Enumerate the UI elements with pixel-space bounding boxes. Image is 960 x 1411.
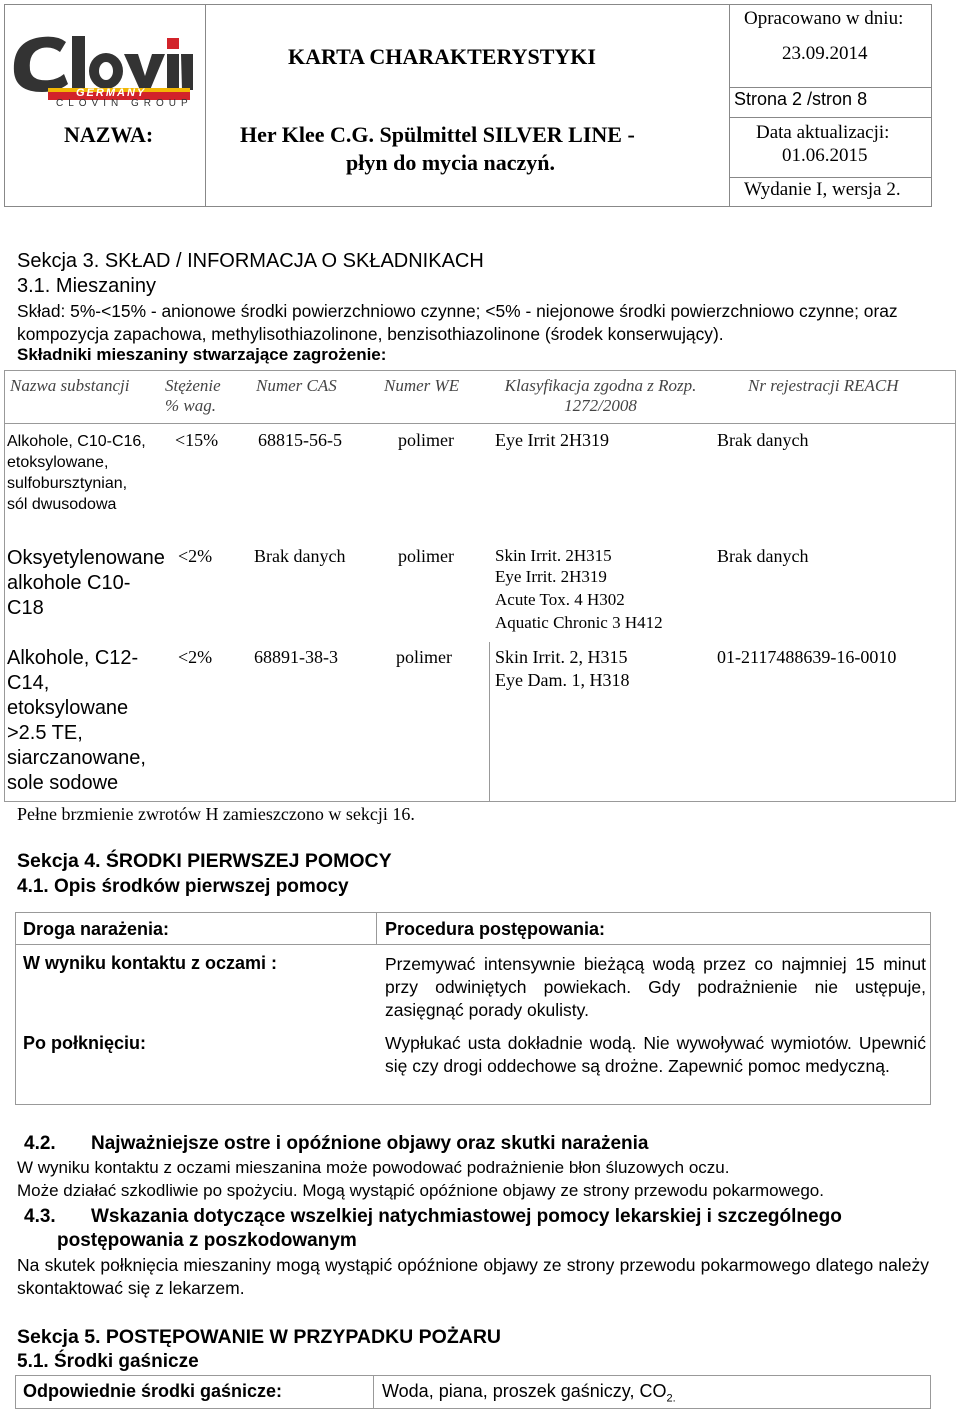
- s43-number: 4.3.: [24, 1206, 56, 1227]
- row3-we: polimer: [396, 647, 452, 667]
- logo-sub-text: GERMANY: [76, 87, 147, 99]
- section3-subheading: 3.1. Mieszaniny: [17, 275, 156, 297]
- row2-name: Oksyetylenowane alkohole C10-C18: [7, 547, 165, 619]
- document-title: KARTA CHARAKTERYSTYKI: [288, 44, 596, 69]
- section5-subheading: 5.1. Środki gaśnicze: [17, 1351, 199, 1372]
- extinguishing-value: [382, 1381, 676, 1406]
- row2-cas: Brak danych: [254, 546, 346, 566]
- extinguishing-value-text: Woda, piana, proszek gaśniczy, CO: [382, 1381, 667, 1401]
- s43-title-line1: Wskazania dotyczące wszelkiej natychmiastowej pomocy lekarskiej i szczególnego: [91, 1206, 842, 1227]
- prepared-date: 23.09.2014: [782, 43, 868, 64]
- th-reach: Nr rejestracji REACH: [748, 376, 899, 395]
- row2-we: polimer: [398, 546, 454, 566]
- row3-class-1: Skin Irrit. 2, H315: [495, 647, 628, 667]
- row1-reach: Brak danych: [717, 430, 809, 450]
- extinguishing-value-sub: 2.: [666, 1392, 676, 1405]
- row1-conc: <15%: [175, 430, 219, 450]
- first-aid-route-2: Po połknięciu:: [23, 1033, 147, 1053]
- th-conc: Stężenie % wag.: [165, 376, 221, 416]
- row1-name: Alkohole, C10-C16, etoksylowane, sulfobursztynian, sól dwusodowa: [7, 433, 146, 513]
- first-aid-procedure-2: Wypłukać usta dokładnie wodą. Nie wywoływać wymiotów. Upewnić się czy drogi oddechowe są drożne. Zapewnić pomoc medyczną.: [385, 1033, 926, 1076]
- first-aid-col2-header: Procedura postępowania:: [385, 919, 606, 939]
- row3-conc: <2%: [178, 647, 213, 667]
- row2-reach: Brak danych: [717, 546, 809, 566]
- row2-class-1: Skin Irrit. 2H315: [495, 546, 612, 565]
- s42-line2: Może działać szkodliwie po spożyciu. Mogą wystąpić opóźnione objawy ze strony przewodu pokarmowego.: [17, 1181, 824, 1200]
- first-aid-col1-header: Droga narażenia:: [23, 919, 170, 939]
- row1-class: Eye Irrit 2H319: [495, 430, 609, 450]
- edition-label: Wydanie I, wersja 2.: [744, 179, 901, 200]
- s42-number: 4.2.: [24, 1133, 56, 1154]
- row3-name: Alkohole, C12-C14, etoksylowane >2.5 TE, siarczanowane, sole sodowe: [7, 647, 146, 794]
- product-name-line2: płyn do mycia naczyń.: [346, 150, 556, 175]
- first-aid-procedure-1: Przemywać intensywnie bieżącą wodą przez co najmniej 15 minut przy odwiniętych powiekach. Gdy podrażnienie nie ustępuje, zasięgnąć porady okulisty.: [385, 954, 926, 1020]
- extinguishing-label: Odpowiednie środki gaśnicze:: [23, 1381, 283, 1401]
- row1-we: polimer: [398, 430, 454, 450]
- table-note: Pełne brzmienie zwrotów H zamieszczono w sekcji 16.: [17, 804, 415, 824]
- section4-heading: Sekcja 4. ŚRODKI PIERWSZEJ POMOCY: [17, 850, 392, 872]
- s42-line1: W wyniku kontaktu z oczami mieszanina może powodować podrażnienie błon śluzowych oczu.: [17, 1158, 730, 1177]
- s42-title: Najważniejsze ostre i opóźnione objawy oraz skutki narażenia: [91, 1133, 649, 1154]
- section4-subheading: 4.1. Opis środków pierwszej pomocy: [17, 876, 349, 897]
- section3-heading: Sekcja 3. SKŁAD / INFORMACJA O SKŁADNIKACH: [17, 250, 484, 272]
- row2-conc: <2%: [178, 546, 213, 566]
- row2-class-2: Eye Irrit. 2H319: [495, 567, 607, 586]
- th-class: Klasyfikacja zgodna z Rozp. 1272/2008: [504, 376, 697, 416]
- th-we: Numer WE: [384, 376, 460, 395]
- row3-cas: 68891-38-3: [254, 647, 338, 667]
- first-aid-route-1: W wyniku kontaktu z oczami :: [23, 953, 278, 973]
- th-name: Nazwa substancji: [10, 376, 130, 395]
- product-name-line1: Her Klee C.G. Spülmittel SILVER LINE -: [240, 122, 635, 147]
- hazard-heading: Składniki mieszaniny stwarzające zagrożenie:: [17, 345, 387, 364]
- update-date: 01.06.2015: [782, 145, 868, 166]
- prepared-label: Opracowano w dniu:: [744, 8, 904, 29]
- company-logo: [10, 24, 196, 112]
- page-counter: Strona 2 /stron 8: [734, 89, 868, 109]
- name-label: NAZWA:: [64, 122, 154, 147]
- row2-class-3: Acute Tox. 4 H302: [495, 590, 625, 609]
- update-label: Data aktualizacji:: [756, 122, 890, 143]
- s43-text: Na skutek połknięcia mieszaniny mogą wystąpić opóźnione objawy ze strony przewodu pokarmowego dlatego należy skontaktować się z lekarzem.: [17, 1255, 929, 1298]
- logo-group-text: CLOVIN GROUP: [56, 98, 193, 109]
- row1-cas: 68815-56-5: [258, 430, 342, 450]
- section3-composition: Skład: 5%-<15% - anionowe środki powierzchniowo czynne; <5% - niejonowe środki powierzchniowo czynne; oraz kompozycja zapachowa, methylisothiazolinone, benzisothiazolinone (środek konserwujący).: [17, 301, 898, 344]
- row3-reach: 01-2117488639-16-0010: [717, 647, 897, 667]
- row3-class-2: Eye Dam. 1, H318: [495, 670, 630, 690]
- row2-class-4: Aquatic Chronic 3 H412: [495, 613, 663, 632]
- th-cas: Numer CAS: [256, 376, 337, 395]
- section5-heading: Sekcja 5. POSTĘPOWANIE W PRZYPADKU POŻARU: [17, 1326, 501, 1348]
- s43-title-line2: postępowania z poszkodowanym: [57, 1230, 357, 1251]
